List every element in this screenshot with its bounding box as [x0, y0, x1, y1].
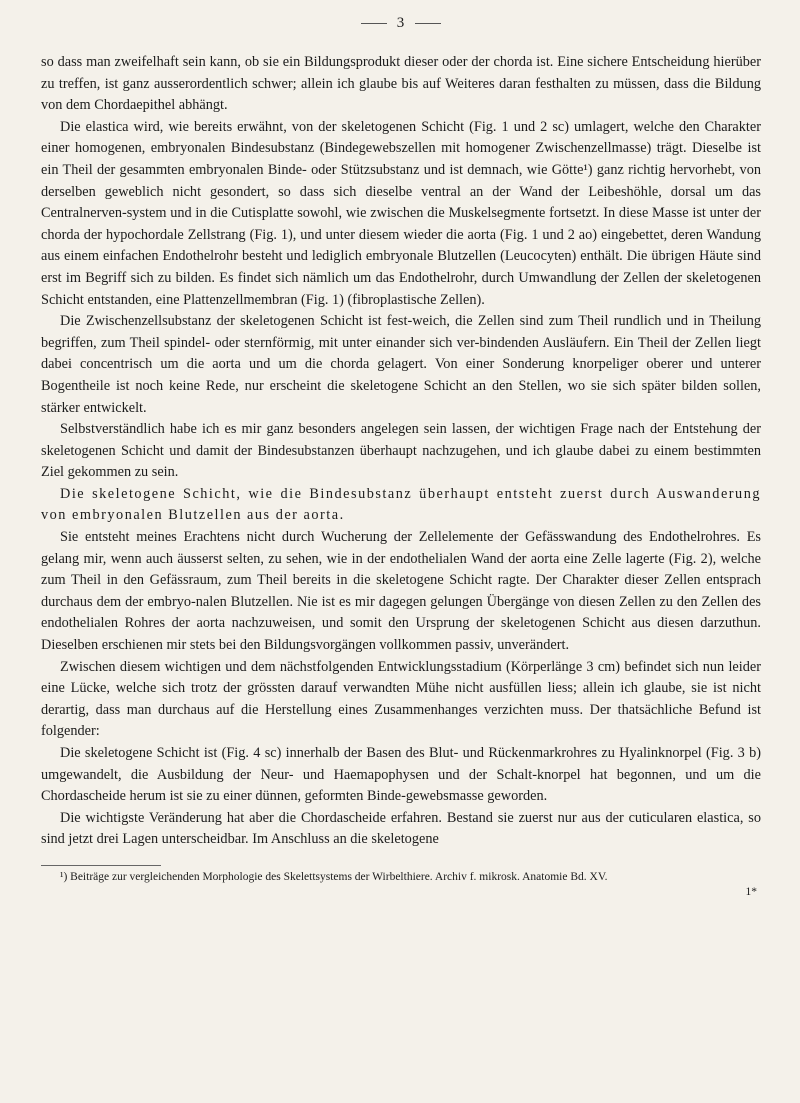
- paragraph-9: Die wichtigste Veränderung hat aber die Chordascheide erfahren. Bestand sie zuerst nur aus der cuticularen elastica, so sind jetzt drei Lagen unterscheidbar. Im Anschluss an die skeletogene: [41, 809, 761, 848]
- footnote-rule: [41, 865, 161, 866]
- paragraph-4: Selbstverständlich habe ich es mir ganz besonders angelegen sein lassen, der wichtigen Frage nach der Entstehung der skeletogenen Schicht und damit der Bindesubstanzen überhaupt nachzugehen, und ich glaube dabei zu einem bestimmten Ziel gekommen zu sein.: [41, 421, 761, 481]
- paragraph-8: Die skeletogene Schicht ist (Fig. 4 sc) innerhalb der Basen des Blut- und Rückenmarkrohres zu Hyalinknorpel (Fig. 3 b) umgewandelt, die Ausbildung der Neur- und Haemapophysen und der Schalt-knorpel hat begonnen, und um die Chordascheide herum ist sie zu einer dünnen, geformten Binde-gewebsmasse geworden.: [41, 745, 761, 805]
- dash-left: [361, 23, 387, 24]
- paragraph-3: Die Zwischenzellsubstanz der skeletogenen Schicht ist fest-weich, die Zellen sind zum Theil rundlich und in Theilung begriffen, zum Theil spindel- oder sternförmig, mit unter einander sich ver-bindenden Ausläufern. Ein Theil der Zellen liegt dabei concentrisch um die aorta und um die chorda gelagert. Von einer Sonderung knorpeliger oberer und unterer Bogentheile ist noch keine Rede, nur erscheint die skeletogene Schicht an den Stellen, wo sie sich später bilden sollen, stärker entwickelt.: [41, 313, 761, 416]
- sheet-signature: 1*: [745, 885, 757, 898]
- page: [41, 14, 761, 899]
- paragraph-2: Die elastica wird, wie bereits erwähnt, von der skeletogenen Schicht (Fig. 1 und 2 sc) umlagert, welche den Charakter einer homogenen, embryonalen Bindesubstanz (Bindegewebszellen mit homogener Zwischenzellmasse) trägt. Dieselbe ist ein Theil der gesammten embryonalen Binde- oder Stützsubstanz und ist demnach, wie Götte¹) ganz richtig hervorhebt, von derselben geweblich nicht gesondert, so dass sich dieselbe ventral an der Wand der Leibeshöhle, dorsal um das Centralnerven-system und in die Cutisplatte sowohl, wie zwischen die Muskelsegmente fortsetzt. In diese Masse ist unter der chorda der hypochordale Zellstrang (Fig. 1), und unter diesem wieder die aorta (Fig. 1 und 2 ao) eingebettet, deren Wandung aus einem einfachen Endothelrohr besteht und lediglich embryonale Blutzellen (Leucocyten) enthält. Die übrigen Häute sind erst im Begriff sich zu bilden. Es findet sich nämlich um das Endothelrohr, durch Umwandlung der Zellen der skeletogenen Schicht entstanden, eine Plattenzellmembran (Fig. 1) (fibroplastische Zellen).: [41, 118, 761, 308]
- paragraph-7: Zwischen diesem wichtigen und dem nächstfolgenden Entwicklungsstadium (Körperlänge 3 cm) befindet sich nun leider eine Lücke, welche sich trotz der grössten darauf verwandten Mühe nicht ausfüllen liess; allein ich glaube, sie ist nicht derartig, dass man durchaus auf die Herstellung eines Zusammenhanges verzichten muss. Der thatsächliche Befund ist folgender:: [41, 658, 761, 740]
- paragraph-1: so dass man zweifelhaft sein kann, ob sie ein Bildungsprodukt dieser oder der chorda ist. Eine sichere Entscheidung hierüber zu treffen, ist ganz ausserordentlich schwer; allein ich glaube bis auf Weiteres daran festhalten zu müssen, dass die Bildung von dem Chordaepithel abhängt.: [41, 54, 761, 114]
- paragraph-5-spaced-thesis: Die skeletogene Schicht, wie die Bindesubstanz überhaupt entsteht zuerst durch Auswanderung von embryonalen Blutzellen aus der aorta.: [41, 485, 761, 524]
- page-number: 3: [396, 15, 406, 31]
- footnote: ¹) Beiträge zur vergleichenden Morphologie des Skelettsystems der Wirbelthiere. Archiv f. mikrosk. Anatomie Bd. XV.: [60, 870, 608, 883]
- page-number-line: [41, 14, 761, 32]
- dash-right: [415, 23, 441, 24]
- paragraph-6: Sie entsteht meines Erachtens nicht durch Wucherung der Zellelemente der Gefässwandung des Endothelrohres. Es gelang mir, wenn auch äusserst selten, zu sehen, wie in der endothelialen Wand der aorta eine Zelle lagerte (Fig. 2), welche zum Theil in den Gefässraum, zum Theil bereits in die skeletogene Schicht ragte. Der Charakter dieser Zellen entsprach durchaus dem der embryo-nalen Blutzellen. Nie ist es mir dagegen gelungen Übergänge von diesen Zellen zu den Zellen des endothelialen Rohres der aorta nachzuweisen, und somit den Ursprung der skeletogenen Schicht aus diesen darzuthun. Dieselben erschienen mir stets bei den Bildungsvorgängen vollkommen passiv, unverändert.: [41, 529, 761, 654]
